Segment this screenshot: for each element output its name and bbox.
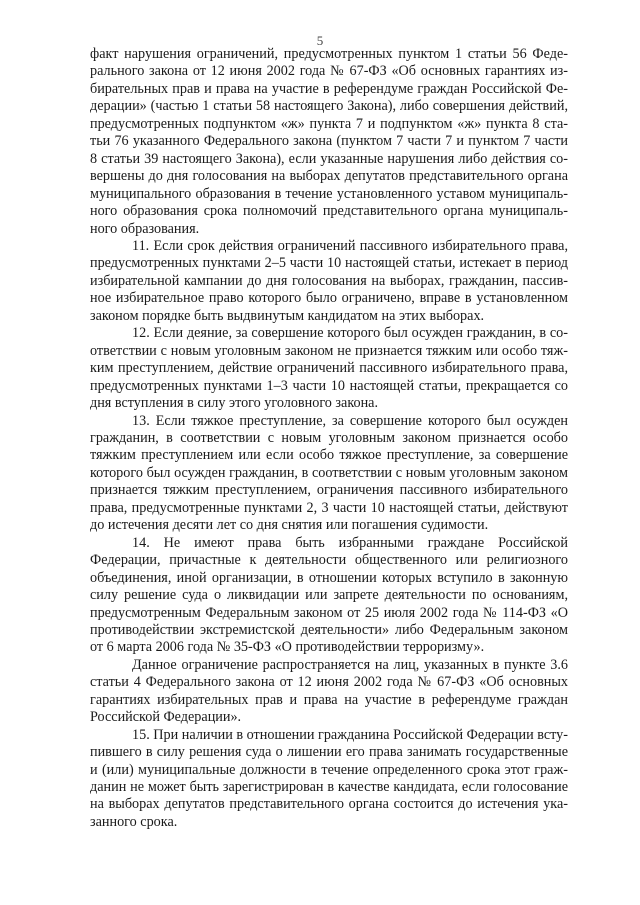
paragraph-15: 15. При наличии в отношении гражданина Российской Федерации вступившего в силу решения суда о лишении его права занимать государственные и (или) муниципальные должности в течение определенного срока этот гражданин не может быть зарегистрирован в качестве кандидата, если голосование на выборах депутатов представительного органа состоится до истечения указанного срока.	[90, 726, 568, 830]
paragraph-11: 11. Если срок действия ограничений пассивного избирательного права, предусмотренных пунктами 2–5 части 10 настоящей статьи, истекает в период избирательной кампании до дня голосования на выборах, гражданин, пассивное избирательное право которого было ограничено, вправе в установленном законом порядке быть выдвинутым кандидатом на этих выборах.	[90, 237, 568, 324]
paragraph-14: 14. Не имеют права быть избранными граждане Российской Федерации, причастные к деятельности общественного или религиозного объединения, иной организации, в отношении которых вступило в законную силу решение суда о ликвидации или запрете деятельности по основаниям, предусмотренным Федеральным законом от 25 июля 2002 года № 114-ФЗ «О противодействии экстремистской деятельности» либо Федеральным законом от 6 марта 2006 года № 35-ФЗ «О противодействии терроризму».	[90, 534, 568, 656]
paragraph-continuation: факт нарушения ограничений, предусмотренных пунктом 1 статьи 56 Федерального закона от 12 июня 2002 года № 67-ФЗ «Об основных гарантиях избирательных прав и права на участие в референдуме граждан Российской Федерации» (частью 1 статьи 58 настоящего Закона), либо совершения действий, предусмотренных подпунктом «ж» пункта 7 и подпунктом «ж» пункта 8 статьи 76 указанного Федерального закона (пунктом 7 части 7 и пунктом 7 части 8 статьи 39 настоящего Закона), если указанные нарушения либо действия совершены до дня голосования на выборах депутатов представительного органа муниципального образования в течение установленного уставом муниципального образования срока полномочий представительного органа муниципального образования.	[90, 46, 568, 237]
document-body	[90, 46, 568, 831]
paragraph-14-note: Данное ограничение распространяется на лиц, указанных в пункте 3.6 статьи 4 Федерального закона от 12 июня 2002 года № 67-ФЗ «Об основных гарантиях избирательных прав и права на участие в референдуме граждан Российской Федерации».	[90, 656, 568, 726]
page-number: 5	[316, 33, 324, 48]
paragraph-12: 12. Если деяние, за совершение которого был осужден гражданин, в соответствии с новым уголовным законом не признается тяжким или особо тяжким преступлением, действие ограничений пассивного избирательного права, предусмотренных пунктами 1–3 части 10 настоящей статьи, прекращается со дня вступления в силу этого уголовного закона.	[90, 325, 568, 412]
paragraph-13: 13. Если тяжкое преступление, за совершение которого был осужден гражданин, в соответствии с новым уголовным законом признается особо тяжким преступлением или если особо тяжкое преступление, за совершение которого был осужден гражданин, в соответствии с новым уголовным законом признается тяжким преступлением, ограничения пассивного избирательного права, предусмотренные пунктами 2, 3 части 10 настоящей статьи, действуют до истечения десяти лет со дня снятия или погашения судимости.	[90, 412, 568, 534]
